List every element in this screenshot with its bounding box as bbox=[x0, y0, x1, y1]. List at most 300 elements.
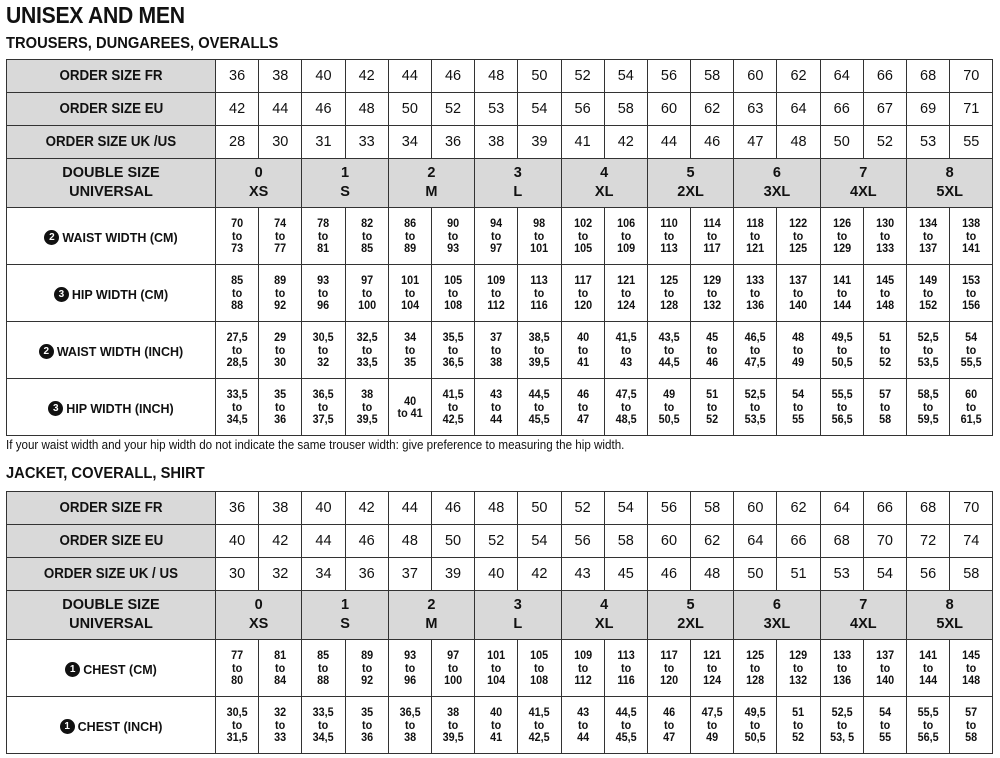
range-part: to bbox=[922, 285, 934, 300]
range-part: 39,5 bbox=[356, 412, 378, 427]
range-part: 105 bbox=[444, 273, 463, 288]
hip-width-inch-cell bbox=[518, 379, 561, 436]
waist-width-cm-cell bbox=[647, 208, 690, 265]
double-size-label: XL bbox=[594, 616, 614, 632]
range-part: to bbox=[966, 228, 977, 243]
range-part: 33,5 bbox=[226, 387, 248, 402]
range-part: 53, 5 bbox=[829, 730, 854, 745]
range-part: 113 bbox=[660, 241, 678, 256]
range-part: to bbox=[577, 660, 588, 675]
jackets-order-size-fr-label-text: ORDER SIZE FR bbox=[59, 500, 163, 516]
waist-width-inch-row bbox=[7, 322, 993, 379]
jackets-order-size-ukus-cell: 50 bbox=[734, 558, 777, 591]
hip-width-cm-cell bbox=[475, 265, 518, 322]
waist-width-inch-cell bbox=[475, 322, 518, 379]
jackets-order-size-ukus-cell: 56 bbox=[907, 558, 950, 591]
range-part: 47,5 bbox=[615, 387, 637, 402]
range-part: to bbox=[275, 717, 286, 732]
range-part: 97 bbox=[360, 273, 373, 288]
range-part: 100 bbox=[357, 298, 376, 313]
range-part: to bbox=[663, 285, 675, 300]
range-part: 36 bbox=[274, 412, 287, 427]
chest-cm-cell bbox=[907, 640, 950, 697]
trousers-order-size-eu-cell: 56 bbox=[561, 93, 604, 126]
double-size-label: 3XL bbox=[763, 184, 791, 200]
trousers-order-size-eu-cell: 53 bbox=[475, 93, 518, 126]
waist-width-cm-cell bbox=[691, 208, 734, 265]
range-part: 36,5 bbox=[312, 387, 334, 402]
range-part: 38 bbox=[490, 355, 503, 370]
range-part: 49,5 bbox=[831, 330, 853, 345]
range-part: to bbox=[231, 228, 243, 243]
range-part: to bbox=[275, 342, 286, 357]
trousers-order-size-fr-cell: 52 bbox=[561, 60, 604, 93]
range-part: 144 bbox=[919, 673, 938, 688]
range-part: to bbox=[922, 228, 934, 243]
chest-inch-cell bbox=[302, 697, 345, 754]
range-part: 124 bbox=[703, 673, 722, 688]
trousers-order-size-fr-row bbox=[7, 60, 993, 93]
waist-width-cm-cell bbox=[561, 208, 604, 265]
range-part: 125 bbox=[746, 648, 765, 663]
jackets-size-table bbox=[6, 491, 993, 754]
range-part: 36,5 bbox=[399, 705, 421, 720]
double-size-cell bbox=[388, 159, 474, 208]
range-part: 141 bbox=[832, 273, 851, 288]
waist-width-cm-cell bbox=[604, 208, 647, 265]
trousers-order-size-eu-label bbox=[7, 93, 216, 126]
trousers-order-size-ukus-cell: 30 bbox=[259, 126, 302, 159]
range-part: 148 bbox=[962, 673, 981, 688]
range-part: 117 bbox=[573, 273, 592, 288]
range-part: 35 bbox=[360, 705, 373, 720]
range-part: 93 bbox=[317, 273, 330, 288]
hip-width-inch-cell bbox=[950, 379, 993, 436]
range-part: 141 bbox=[962, 241, 981, 256]
range-part: to bbox=[879, 717, 890, 732]
jackets-order-size-fr-label bbox=[7, 492, 216, 525]
double-size-number: 3 bbox=[513, 597, 522, 613]
range-part: to bbox=[275, 228, 286, 243]
hip-width-note: If your waist width and your hip width do not indicate the same trouser width: give preference to measuring the hip width. bbox=[6, 438, 625, 452]
range-part: 58 bbox=[878, 412, 891, 427]
number-badge-icon: 1 bbox=[65, 662, 80, 677]
jackets-order-size-ukus-cell: 42 bbox=[518, 558, 561, 591]
chest-inch-cell bbox=[216, 697, 259, 754]
range-part: to bbox=[447, 228, 459, 243]
jackets-order-size-fr-cell: 50 bbox=[518, 492, 561, 525]
range-part: to bbox=[534, 285, 545, 300]
range-part: 98 bbox=[533, 216, 546, 231]
jackets-order-size-fr-row bbox=[7, 492, 993, 525]
double-size-label: 5XL bbox=[936, 616, 963, 632]
waist-width-inch-cell bbox=[777, 322, 820, 379]
hip-width-cm-cell bbox=[388, 265, 431, 322]
range-part: 55 bbox=[878, 730, 891, 745]
range-part: 32 bbox=[317, 355, 330, 370]
hip-width-inch-cell bbox=[604, 379, 647, 436]
double-size-cell bbox=[734, 159, 820, 208]
range-part: 46 bbox=[662, 705, 675, 720]
range-part: 41 bbox=[576, 355, 589, 370]
hip-width-inch-cell bbox=[388, 379, 431, 436]
hip-width-cm-cell bbox=[691, 265, 734, 322]
range-part: 57 bbox=[965, 705, 978, 720]
range-part: to bbox=[793, 285, 804, 300]
hip-width-cm-cell bbox=[431, 265, 474, 322]
chest-inch-cell bbox=[777, 697, 820, 754]
range-part: 47 bbox=[662, 730, 675, 745]
range-part: 45,5 bbox=[615, 730, 637, 745]
jackets-order-size-eu-cell: 72 bbox=[907, 525, 950, 558]
range-part: to bbox=[577, 228, 588, 243]
double-size-cell bbox=[302, 591, 388, 640]
range-part: to bbox=[966, 342, 977, 357]
range-part: 35 bbox=[274, 387, 287, 402]
double-size-cell bbox=[475, 159, 561, 208]
range-part: 137 bbox=[789, 273, 808, 288]
double-size-label: M bbox=[425, 616, 438, 632]
trousers-order-size-fr-cell: 50 bbox=[518, 60, 561, 93]
range-part: 52 bbox=[878, 355, 891, 370]
chest-cm-label bbox=[7, 640, 216, 697]
chest-inch-cell bbox=[388, 697, 431, 754]
range-part: 118 bbox=[746, 216, 765, 231]
range-part: 109 bbox=[487, 273, 506, 288]
double-size-number: 5 bbox=[686, 597, 695, 613]
range-part: 41,5 bbox=[615, 330, 637, 345]
jackets-order-size-eu-cell: 74 bbox=[950, 525, 993, 558]
trousers-order-size-fr-cell: 48 bbox=[475, 60, 518, 93]
range-part: 112 bbox=[573, 673, 592, 688]
range-part: to bbox=[318, 342, 329, 357]
trousers-order-size-eu-cell: 46 bbox=[302, 93, 345, 126]
range-part: 33 bbox=[274, 730, 287, 745]
range-part: 144 bbox=[832, 298, 851, 313]
range-part: to bbox=[491, 717, 502, 732]
range-part: to bbox=[620, 399, 631, 414]
range-part: 34,5 bbox=[312, 730, 334, 745]
trousers-order-size-ukus-cell: 48 bbox=[777, 126, 820, 159]
range-part: 145 bbox=[962, 648, 981, 663]
trousers-order-size-ukus-cell: 47 bbox=[734, 126, 777, 159]
range-part: 80 bbox=[231, 673, 244, 688]
hip-width-cm-cell bbox=[734, 265, 777, 322]
number-badge-icon: 2 bbox=[44, 230, 59, 245]
range-part: 32 bbox=[274, 705, 287, 720]
double-size-number: 0 bbox=[254, 165, 263, 181]
trousers-order-size-eu-cell: 42 bbox=[216, 93, 259, 126]
double-size-label: S bbox=[340, 184, 350, 200]
page-title: UNISEX AND MEN bbox=[6, 2, 185, 28]
double-size-number: 6 bbox=[772, 165, 781, 181]
chest-inch-cell bbox=[431, 697, 474, 754]
range-part: 121 bbox=[616, 273, 635, 288]
double-size-number: 3 bbox=[513, 165, 522, 181]
range-part: to bbox=[922, 342, 934, 357]
trousers-order-size-ukus-label-text: ORDER SIZE UK /US bbox=[45, 134, 177, 150]
hip-width-inch-cell bbox=[777, 379, 820, 436]
range-part: to bbox=[318, 660, 329, 675]
waist-width-cm-cell bbox=[302, 208, 345, 265]
range-part: 54 bbox=[965, 330, 978, 345]
range-part: 113 bbox=[617, 648, 635, 663]
range-part: to bbox=[620, 660, 631, 675]
range-part: 40 bbox=[576, 330, 589, 345]
double-size-label: 3XL bbox=[763, 616, 791, 632]
range-part: 51 bbox=[878, 330, 891, 345]
range-part: 73 bbox=[231, 241, 244, 256]
range-part: 38 bbox=[360, 387, 373, 402]
range-part: 39,5 bbox=[528, 355, 550, 370]
jackets-double-size-label-line2: UNIVERSAL bbox=[69, 616, 153, 632]
range-part: 52,5 bbox=[831, 705, 853, 720]
range-part: to bbox=[966, 660, 977, 675]
jackets-order-size-fr-cell: 54 bbox=[604, 492, 647, 525]
range-part: to bbox=[231, 285, 243, 300]
chest-inch-cell bbox=[604, 697, 647, 754]
range-part: to bbox=[231, 660, 243, 675]
waist-width-inch-cell bbox=[431, 322, 474, 379]
range-part: to bbox=[663, 228, 675, 243]
waist-width-cm-cell bbox=[431, 208, 474, 265]
jackets-order-size-eu-cell: 40 bbox=[216, 525, 259, 558]
range-part: to bbox=[231, 399, 243, 414]
trousers-order-size-fr-cell: 66 bbox=[863, 60, 906, 93]
range-part: 52 bbox=[792, 730, 805, 745]
range-part: 43 bbox=[576, 705, 589, 720]
jackets-order-size-eu-cell: 50 bbox=[431, 525, 474, 558]
hip-width-inch-cell bbox=[647, 379, 690, 436]
hip-width-inch-cell bbox=[431, 379, 474, 436]
range-part: 137 bbox=[919, 241, 938, 256]
hip-width-inch-cell bbox=[820, 379, 863, 436]
range-part: 44 bbox=[490, 412, 503, 427]
range-part: 70 bbox=[231, 216, 244, 231]
double-size-number: 1 bbox=[341, 597, 350, 613]
double-size-cell bbox=[647, 591, 733, 640]
range-part: 97 bbox=[447, 648, 460, 663]
trousers-order-size-eu-cell: 64 bbox=[777, 93, 820, 126]
trousers-order-size-ukus-cell: 53 bbox=[907, 126, 950, 159]
double-size-label: XS bbox=[249, 616, 269, 632]
hip-width-cm-cell bbox=[820, 265, 863, 322]
waist-width-cm-cell bbox=[518, 208, 561, 265]
hip-width-inch-cell bbox=[345, 379, 388, 436]
range-part: 30,5 bbox=[226, 705, 248, 720]
jackets-double-size-row bbox=[7, 591, 993, 640]
waist-width-inch-cell bbox=[907, 322, 950, 379]
range-part: 109 bbox=[616, 241, 635, 256]
double-size-number: 4 bbox=[600, 597, 609, 613]
hip-width-inch-cell bbox=[259, 379, 302, 436]
range-part: to bbox=[404, 660, 415, 675]
trousers-order-size-eu-label-text: ORDER SIZE EU bbox=[59, 101, 163, 117]
double-size-label: L bbox=[513, 616, 523, 632]
range-part: 89 bbox=[274, 273, 287, 288]
double-size-number: 7 bbox=[859, 165, 868, 181]
range-part: 49 bbox=[662, 387, 675, 402]
range-part: 121 bbox=[746, 241, 765, 256]
range-part: 36,5 bbox=[442, 355, 464, 370]
range-part: 132 bbox=[703, 298, 722, 313]
range-part: 104 bbox=[400, 298, 419, 313]
chest-cm-cell bbox=[647, 640, 690, 697]
double-size-label: 5XL bbox=[936, 184, 963, 200]
range-part: 116 bbox=[617, 673, 635, 688]
chest-inch-row bbox=[7, 697, 993, 754]
range-part: 53,5 bbox=[917, 355, 939, 370]
jackets-order-size-ukus-cell: 40 bbox=[475, 558, 518, 591]
trousers-order-size-eu-cell: 52 bbox=[431, 93, 474, 126]
range-part: 85 bbox=[231, 273, 244, 288]
chest-cm-label-text: CHEST (CM) bbox=[83, 662, 157, 677]
double-size-number: 5 bbox=[686, 165, 695, 181]
trousers-order-size-fr-cell: 42 bbox=[345, 60, 388, 93]
range-part: 124 bbox=[616, 298, 635, 313]
range-part: 92 bbox=[360, 673, 373, 688]
range-part: to bbox=[534, 717, 545, 732]
range-part: to bbox=[447, 660, 459, 675]
jackets-order-size-fr-cell: 36 bbox=[216, 492, 259, 525]
range-part: 46,5 bbox=[744, 330, 766, 345]
range-part: 108 bbox=[444, 298, 463, 313]
chest-cm-cell bbox=[950, 640, 993, 697]
range-part: 40 bbox=[403, 393, 416, 408]
jackets-order-size-fr-cell: 64 bbox=[820, 492, 863, 525]
range-part: to bbox=[663, 717, 675, 732]
range-part: 37 bbox=[490, 330, 503, 345]
range-part: to bbox=[750, 228, 761, 243]
chest-cm-cell bbox=[388, 640, 431, 697]
jackets-order-size-ukus-cell: 43 bbox=[561, 558, 604, 591]
trousers-order-size-fr-cell: 64 bbox=[820, 60, 863, 93]
range-part: 132 bbox=[789, 673, 808, 688]
range-part: to bbox=[879, 342, 890, 357]
waist-width-cm-cell bbox=[345, 208, 388, 265]
range-part: 43,5 bbox=[658, 330, 680, 345]
range-part: 55 bbox=[792, 412, 805, 427]
range-part: 30 bbox=[274, 355, 287, 370]
chest-cm-cell bbox=[604, 640, 647, 697]
trousers-order-size-ukus-cell: 44 bbox=[647, 126, 690, 159]
double-size-cell bbox=[561, 159, 647, 208]
range-part: 88 bbox=[231, 298, 244, 313]
range-part: to bbox=[318, 228, 329, 243]
range-part: 54 bbox=[792, 387, 805, 402]
double-size-cell bbox=[561, 591, 647, 640]
trousers-order-size-eu-row bbox=[7, 93, 993, 126]
range-part: 48 bbox=[792, 330, 805, 345]
jackets-order-size-ukus-cell: 39 bbox=[431, 558, 474, 591]
chest-cm-cell bbox=[777, 640, 820, 697]
hip-width-cm-cell bbox=[259, 265, 302, 322]
jackets-order-size-fr-cell: 44 bbox=[388, 492, 431, 525]
range-part: to bbox=[793, 399, 804, 414]
range-part: to bbox=[793, 342, 804, 357]
range-part: 140 bbox=[789, 298, 808, 313]
chest-cm-row bbox=[7, 640, 993, 697]
jackets-order-size-eu-cell: 52 bbox=[475, 525, 518, 558]
range-part: 125 bbox=[789, 241, 808, 256]
waist-width-cm-row bbox=[7, 208, 993, 265]
range-part: to bbox=[534, 399, 545, 414]
range-part: to bbox=[361, 399, 372, 414]
range-part: to bbox=[534, 660, 545, 675]
range-part: to bbox=[793, 228, 804, 243]
range-part: 148 bbox=[875, 298, 894, 313]
trousers-order-size-ukus-cell: 52 bbox=[863, 126, 906, 159]
range-part: to bbox=[275, 660, 286, 675]
trousers-order-size-fr-cell: 38 bbox=[259, 60, 302, 93]
chest-inch-cell bbox=[820, 697, 863, 754]
double-size-number: 7 bbox=[859, 597, 868, 613]
range-part: to bbox=[491, 342, 502, 357]
range-part: 97 bbox=[490, 241, 503, 256]
range-part: to bbox=[491, 285, 502, 300]
chest-cm-cell bbox=[216, 640, 259, 697]
hip-width-inch-cell bbox=[475, 379, 518, 436]
range-part: 38,5 bbox=[528, 330, 550, 345]
hip-width-cm-label-text: HIP WIDTH (CM) bbox=[71, 287, 169, 302]
range-part: 85 bbox=[317, 648, 330, 663]
double-size-cell bbox=[388, 591, 474, 640]
range-part: 113 bbox=[530, 273, 549, 288]
range-part: 29 bbox=[274, 330, 287, 345]
range-part: 116 bbox=[530, 298, 549, 313]
trousers-order-size-fr-cell: 36 bbox=[216, 60, 259, 93]
range-part: to bbox=[750, 660, 761, 675]
trousers-section-title: TROUSERS, DUNGAREES, OVERALLS bbox=[6, 35, 279, 52]
chest-inch-cell bbox=[259, 697, 302, 754]
trousers-order-size-fr-cell: 40 bbox=[302, 60, 345, 93]
trousers-order-size-ukus-cell: 38 bbox=[475, 126, 518, 159]
waist-width-cm-cell bbox=[734, 208, 777, 265]
range-part: to bbox=[879, 660, 890, 675]
range-part: 41,5 bbox=[528, 705, 550, 720]
range-part: 93 bbox=[447, 241, 460, 256]
range-part: to bbox=[404, 717, 415, 732]
jackets-order-size-fr-cell: 40 bbox=[302, 492, 345, 525]
range-part: 61,5 bbox=[960, 412, 982, 427]
waist-width-cm-cell bbox=[907, 208, 950, 265]
trousers-order-size-eu-cell: 48 bbox=[345, 93, 388, 126]
range-part: 57 bbox=[878, 387, 891, 402]
range-part: 44,5 bbox=[528, 387, 550, 402]
double-size-cell bbox=[647, 159, 733, 208]
trousers-order-size-ukus-cell: 31 bbox=[302, 126, 345, 159]
range-part: 153 bbox=[962, 273, 981, 288]
number-badge-icon: 3 bbox=[48, 401, 63, 416]
hip-width-cm-cell bbox=[863, 265, 906, 322]
range-part: to bbox=[404, 228, 415, 243]
range-part: 35,5 bbox=[442, 330, 464, 345]
waist-width-inch-cell bbox=[691, 322, 734, 379]
range-part: 55,5 bbox=[960, 355, 982, 370]
hip-width-cm-label bbox=[7, 265, 216, 322]
trousers-order-size-ukus-cell: 39 bbox=[518, 126, 561, 159]
range-part: 47,5 bbox=[701, 705, 723, 720]
trousers-order-size-eu-cell: 71 bbox=[950, 93, 993, 126]
jackets-order-size-eu-row bbox=[7, 525, 993, 558]
hip-width-inch-cell bbox=[216, 379, 259, 436]
range-part: 41,5 bbox=[442, 387, 464, 402]
waist-width-cm-cell bbox=[950, 208, 993, 265]
jackets-order-size-eu-cell: 64 bbox=[734, 525, 777, 558]
range-part: 59,5 bbox=[917, 412, 939, 427]
range-part: 40 bbox=[490, 705, 503, 720]
range-part: to bbox=[231, 342, 243, 357]
